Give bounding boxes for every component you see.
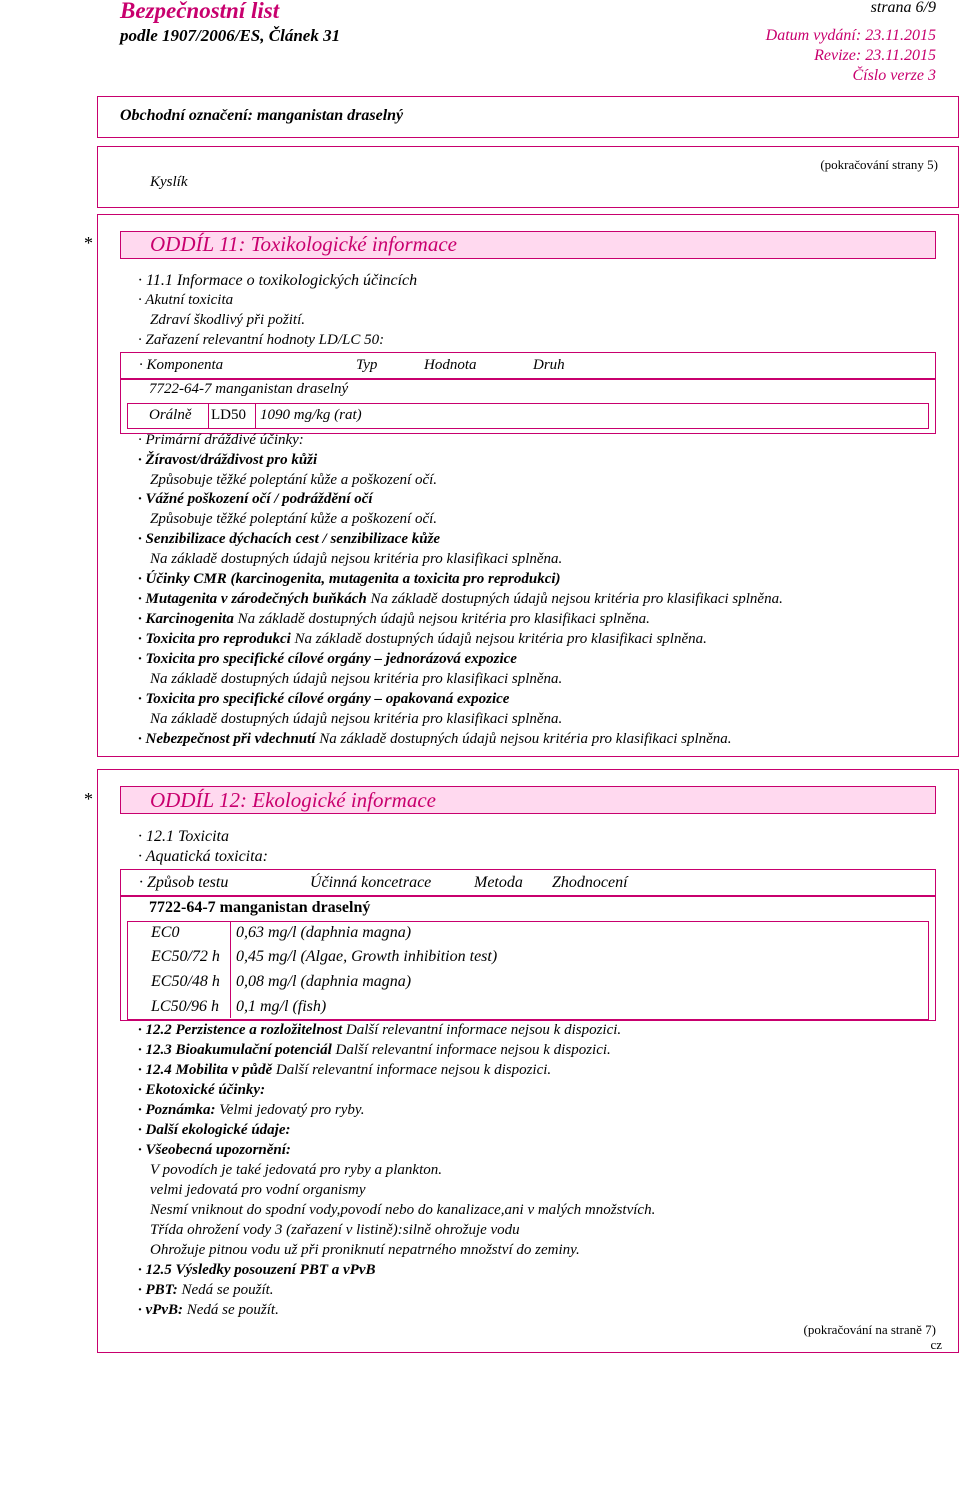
- trade-name: Obchodní označení: manganistan draselný: [120, 107, 404, 124]
- s11-eye-text: Způsobuje těžké poleptání kůže a poškození očí.: [150, 511, 438, 527]
- ld-table-header: [120, 352, 936, 380]
- s12-pbt-heading: · 12.5 Výsledky posouzení PBT a vPvB: [138, 1262, 376, 1278]
- s11-reproductive: · Toxicita pro reprodukci Na základě dostupných údajů nejsou kritéria pro klasifikaci splněna.: [138, 631, 707, 647]
- s11-cmr: · Účinky CMR (karcinogenita, mutagenita a toxicita pro reprodukci): [138, 571, 561, 587]
- aq-row-test: EC50/72 h: [151, 948, 220, 965]
- ld-type: LD50: [211, 407, 246, 423]
- aq-column-divider: [230, 921, 231, 1018]
- aq-table-body: [120, 895, 936, 1021]
- ld-col-type: Typ: [356, 357, 378, 373]
- section11-star: *: [84, 233, 93, 253]
- issue-date: Datum vydání: 23.11.2015: [765, 27, 936, 44]
- language-code: cz: [930, 1337, 942, 1352]
- revision-date: Revize: 23.11.2015: [814, 47, 936, 64]
- s12-persistence: · 12.2 Perzistence a rozložitelnost Další relevantní informace nejsou k dispozici.: [138, 1022, 622, 1038]
- aq-component-name: 7722-64-7 manganistan draselný: [149, 899, 371, 916]
- document-title: Bezpečnostní list: [120, 0, 280, 23]
- aq-col-evaluation: Zhodnocení: [552, 874, 628, 891]
- trade-name-box: [97, 96, 959, 138]
- ld-type-cell: [208, 403, 256, 429]
- s12-aquatic: · Aquatická toxicita:: [138, 848, 268, 865]
- ld-col-value: Hodnota: [424, 357, 477, 373]
- s11-skin-text: Způsobuje těžké poleptání kůže a poškození očí.: [150, 472, 438, 488]
- s11-stot-single: · Toxicita pro specifické cílové orgány – jednorázová expozice: [138, 651, 517, 667]
- ld-table-body: [120, 378, 936, 434]
- s11-sensitization: · Senzibilizace dýchacích cest / senzibilizace kůže: [138, 531, 441, 547]
- s12-mobility: · 12.4 Mobilita v půdě Další relevantní informace nejsou k dispozici.: [138, 1062, 552, 1078]
- s11-mutagenicity: · Mutagenita v zárodečných buňkách Na základě dostupných údajů nejsou kritéria pro klasifikaci splněna.: [138, 591, 783, 607]
- version-number: Číslo verze 3: [852, 67, 936, 84]
- section11-title: ODDÍL 11: Toxikologické informace: [150, 232, 457, 256]
- aq-row-value: 0,08 mg/l (daphnia magna): [236, 973, 412, 990]
- ld-col-component: · Komponenta: [139, 357, 224, 373]
- s12-general: · Všeobecná upozornění:: [138, 1142, 291, 1158]
- ld-col-species: Druh: [533, 357, 565, 373]
- s11-stot-single-text: Na základě dostupných údajů nejsou kritéria pro klasifikaci splněna.: [150, 671, 563, 687]
- aq-row-value: 0,63 mg/l (daphnia magna): [236, 924, 412, 941]
- s12-vpvb: · vPvB: Nedá se použít.: [138, 1302, 279, 1318]
- aq-row-test: EC0: [151, 924, 180, 941]
- s11-eye-damage: · Vážné poškození očí / podráždění očí: [138, 491, 373, 507]
- s11-primary-irritant: · Primární dráždivé účinky:: [138, 432, 304, 448]
- aq-col-method: Metoda: [474, 874, 523, 891]
- s12-ecotoxic: · Ekotoxické účinky:: [138, 1082, 266, 1098]
- s12-pbt: · PBT: Nedá se použít.: [138, 1282, 274, 1298]
- s11-ldlc-heading: · Zařazení relevantní hodnoty LD/LC 50:: [138, 332, 385, 348]
- s12-bioaccumulation: · 12.3 Bioakumulační potenciál Další relevantní informace nejsou k dispozici.: [138, 1042, 611, 1058]
- aq-rows: [127, 921, 929, 1020]
- ld-value: 1090 mg/kg (rat): [260, 407, 362, 423]
- aq-row-value: 0,1 mg/l (fish): [236, 998, 327, 1015]
- aq-col-test: · Způsob testu: [139, 874, 229, 891]
- s11-aspiration: · Nebezpečnost při vdechnutí Na základě dostupných údajů nejsou kritéria pro klasifikaci splněna.: [138, 731, 732, 747]
- aq-table-header: [120, 869, 936, 897]
- aq-row-value: 0,45 mg/l (Algae, Growth inhibition test): [236, 948, 498, 965]
- s12-other-eco: · Další ekologické údaje:: [138, 1122, 291, 1138]
- aq-row-test: LC50/96 h: [151, 998, 220, 1015]
- s12-general-text-5: Ohrožuje pitnou vodu už při proniknutí nepatrného množství do zeminy.: [150, 1242, 580, 1258]
- s11-acute-toxicity: · Akutní toxicita: [138, 292, 234, 308]
- s11-sensitization-text: Na základě dostupných údajů nejsou kritéria pro klasifikaci splněna.: [150, 551, 563, 567]
- section12-star: *: [84, 789, 93, 809]
- document-subtitle: podle 1907/2006/ES, Článek 31: [120, 26, 341, 45]
- s12-general-text-4: Třída ohrožení vody 3 (zařazení v listině):silně ohrožuje vodu: [150, 1222, 520, 1238]
- s12-general-text-2: velmi jedovatá pro vodní organismy: [150, 1182, 366, 1198]
- page-number: strana 6/9: [870, 0, 936, 16]
- ld-component-name: 7722-64-7 manganistan draselný: [149, 381, 349, 397]
- continuation-box: [97, 146, 959, 208]
- aq-col-concentration: Účinná koncetrace: [310, 874, 432, 891]
- aq-row-test: EC50/48 h: [151, 973, 220, 990]
- s12-general-text-1: V povodích je také jedovatá pro ryby a plankton.: [150, 1162, 443, 1178]
- continued-to: (pokračování na straně 7): [803, 1322, 936, 1337]
- s11-skin-corrosion: · Žíravost/dráždivost pro kůži: [138, 452, 318, 468]
- s11-stot-repeated-text: Na základě dostupných údajů nejsou kritéria pro klasifikaci splněna.: [150, 711, 563, 727]
- s11-carcinogenicity: · Karcinogenita Na základě dostupných údajů nejsou kritéria pro klasifikaci splněna.: [138, 611, 650, 627]
- section12-title: ODDÍL 12: Ekologické informace: [150, 788, 436, 812]
- s11-stot-repeated: · Toxicita pro specifické cílové orgány – opakovaná expozice: [138, 691, 510, 707]
- ld-route: Orálně: [149, 407, 192, 423]
- s12-toxicity: · 12.1 Toxicita: [138, 828, 229, 845]
- ld-row: [127, 403, 929, 429]
- s12-note: · Poznámka: Velmi jedovatý pro ryby.: [138, 1102, 365, 1118]
- s11-acute-text: Zdraví škodlivý při požití.: [150, 312, 305, 328]
- continued-from: (pokračování strany 5): [820, 157, 938, 172]
- s11-info-heading: · 11.1 Informace o toxikologických účincích: [138, 272, 418, 289]
- previous-label: Kyslík: [150, 174, 188, 190]
- s12-general-text-3: Nesmí vniknout do spodní vody,povodí nebo do kanalizace,ani v malých množstvích.: [150, 1202, 656, 1218]
